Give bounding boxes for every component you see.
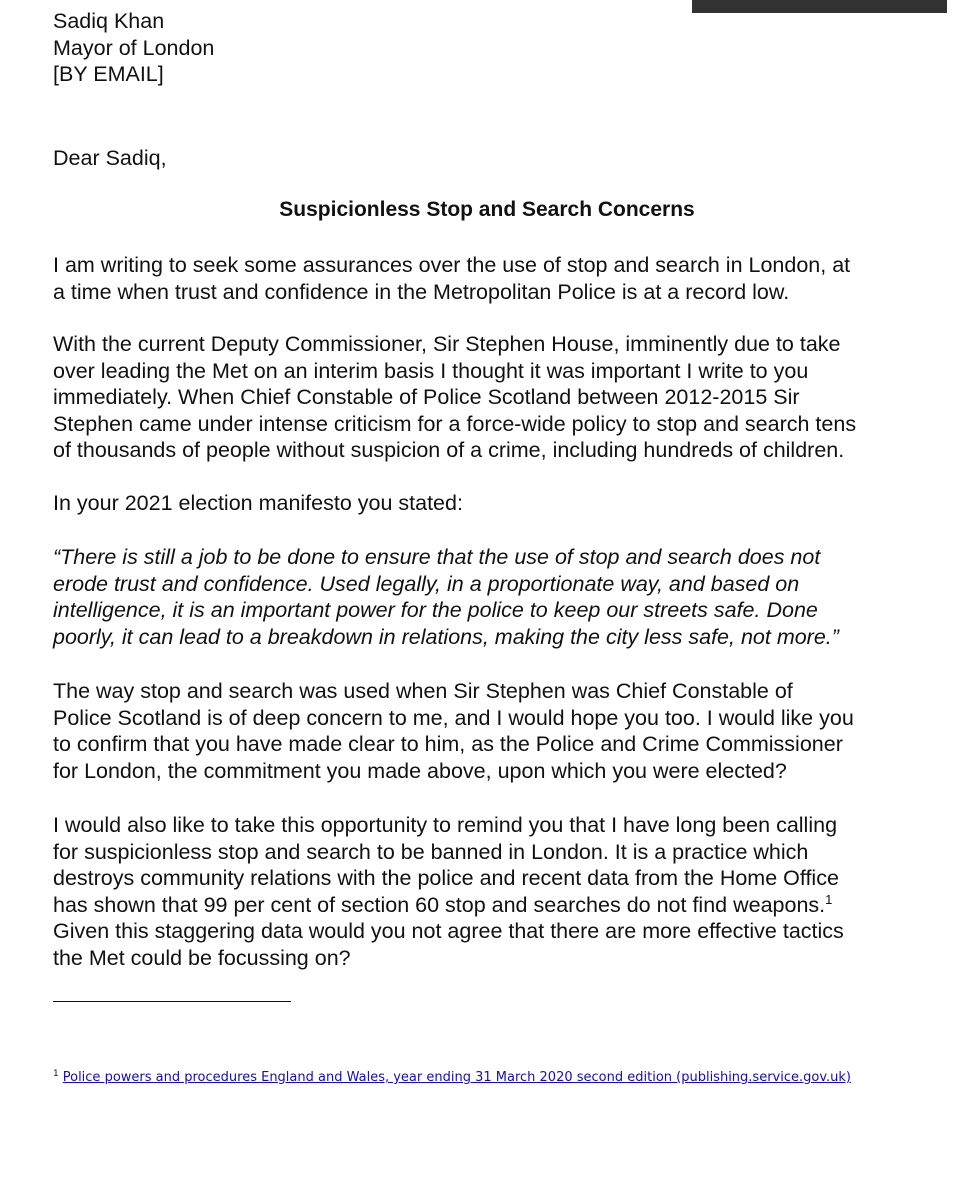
paragraph-line: to confirm that you have made clear to him, as the Police and Crime Commissioner [53,732,843,756]
footnote-marker: 1 [53,1068,59,1079]
paragraph-3 [53,490,933,517]
paragraph-line: With the current Deputy Commissioner, Sir Stephen House, imminently due to take [53,332,841,356]
recipient-name: Sadiq Khan [53,9,165,33]
paragraph-line: Stephen came under intense criticism for a force-wide policy to stop and search tens [53,411,857,436]
recipient-address [53,8,933,88]
paragraph-line: over leading the Met on an interim basis I thought it was important I write to you [53,358,809,383]
quote-line: “There is still a job to be done to ensure that the use of stop and search does not [53,545,821,569]
quote-line: erode trust and confidence. Used legally, in a proportionate way, and based on [53,571,800,596]
paragraph-line: destroys community relations with the police and recent data from the Home Office [53,866,839,890]
paragraph-line: immediately. When Chief Constable of Police Scotland between 2012-2015 Sir [53,385,800,409]
paragraph-line: for suspicionless stop and search to be banned in London. It is a practice which [53,839,809,864]
footnote [53,1069,851,1087]
paragraph-line: In your 2021 election manifesto you stated: [53,491,463,515]
salutation: Dear Sadiq, [53,146,167,170]
footnote-reference[interactable]: 1 [825,891,833,907]
paragraph-line: I am writing to seek some assurances over the use of stop and search in London, at [53,253,851,277]
paragraph-6 [53,812,933,971]
delivery-method: [BY EMAIL] [53,62,164,86]
manifesto-quote [53,544,933,650]
recipient-title: Mayor of London [53,35,215,60]
paragraph-line: The way stop and search was used when Sir Stephen was Chief Constable of [53,679,793,703]
paragraph-line: for London, the commitment you made above, upon which you were elected? [53,758,787,783]
quote-line: poorly, it can lead to a breakdown in relations, making the city less safe, not more.” [53,624,839,649]
paragraph-line: a time when trust and confidence in the Metropolitan Police is at a record low. [53,279,790,304]
letter-subject-heading: Suspicionless Stop and Search Concerns [279,198,695,221]
paragraph-5 [53,678,933,784]
footnote-separator [53,1001,291,1002]
paragraph-line [53,892,933,919]
paragraph-line: Given this staggering data would you not agree that there are more effective tactics [53,919,844,943]
paragraph-line-text: has shown that 99 per cent of section 60 stop and searches do not find weapons. [53,892,826,917]
paragraph-1 [53,252,933,305]
paragraph-line: the Met could be focussing on? [53,945,351,970]
footnote-source-link[interactable]: Police powers and procedures England and Wales, year ending 31 March 2020 second edition (publishing.service.gov.uk) [62,1070,851,1085]
paragraph-line: Police Scotland is of deep concern to me, and I would hope you too. I would like you [53,705,854,730]
paragraph-line: of thousands of people without suspicion of a crime, including hundreds of children. [53,438,845,462]
paragraph-2 [53,331,933,464]
quote-line: intelligence, it is an important power for the police to keep our streets safe. Done [53,598,818,622]
paragraph-line: I would also like to take this opportunity to remind you that I have long been calling [53,813,838,837]
